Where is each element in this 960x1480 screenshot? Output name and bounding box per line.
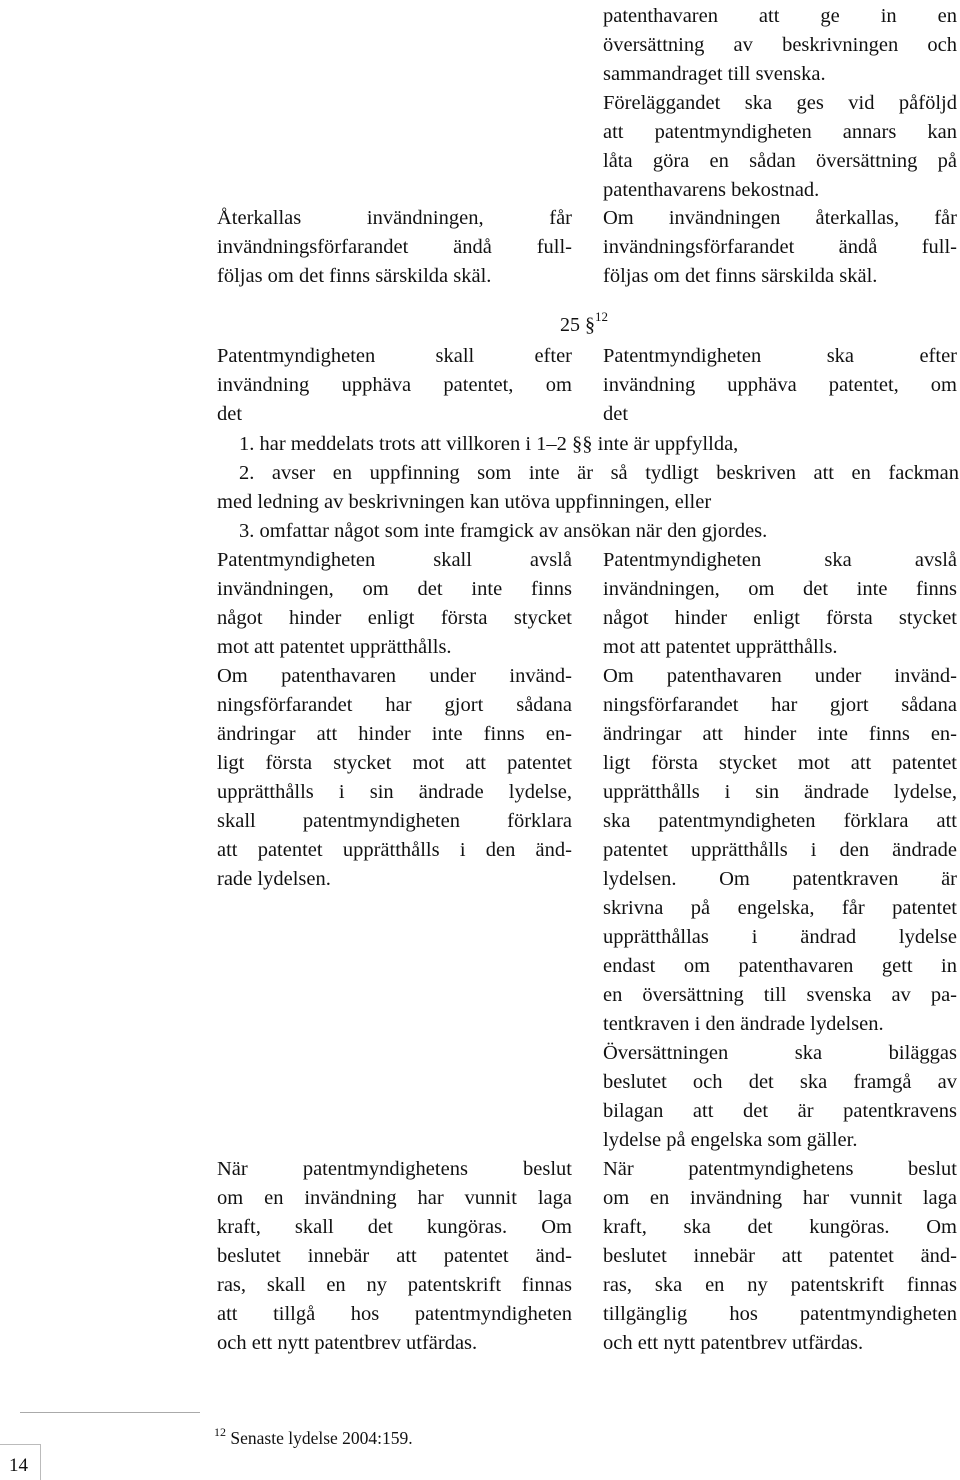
reject-paragraph-old-line: Patentmyndigheten skall avslå: [217, 549, 572, 571]
publish-paragraph-new: [603, 1155, 957, 1358]
amend-paragraph-new-line: bilagan att det är patentkravens: [603, 1100, 957, 1122]
amend-paragraph-new-line: en översättning till svenska av pa-: [603, 984, 957, 1006]
amend-paragraph-old-line: upprätthålls i sin ändrade lydelse,: [217, 781, 572, 803]
withdraw-paragraph-old: [217, 204, 572, 291]
publish-paragraph-old-line: beslutet innebär att patentet änd-: [217, 1245, 572, 1267]
withdraw-paragraph-old-line: invändningsförfarandet ändå full-: [217, 236, 572, 258]
amend-paragraph-new-line: Om patenthavaren under invänd-: [603, 665, 957, 687]
top-right-paragraph-line: Föreläggandet ska ges vid påföljd: [603, 92, 957, 114]
amend-paragraph-new-line: endast om patenthavaren gett in: [603, 955, 957, 977]
amend-paragraph-new-line: lydelsen. Om patentkraven är: [603, 868, 957, 890]
amend-paragraph-old-line: Om patenthavaren under invänd-: [217, 665, 572, 687]
amend-paragraph-new-line: ningsförfarandet har gjort sådana: [603, 694, 957, 716]
page-number-box: [0, 1444, 41, 1480]
condition-item-1: 1. har meddelats trots att villkoren i 1–2 §§ inte är uppfyllda,: [239, 433, 739, 455]
publish-paragraph-old: [217, 1155, 572, 1358]
publish-paragraph-new-line: beslutet innebär att patentet änd-: [603, 1245, 957, 1267]
publish-paragraph-old-line: kraft, skall det kungöras. Om: [217, 1216, 572, 1238]
top-right-paragraph-line: att patentmyndigheten annars kan: [603, 121, 957, 143]
amend-paragraph-new-line: upprätthålls i sin ändrade lydelse,: [603, 781, 957, 803]
reject-paragraph-old: [217, 546, 572, 662]
amend-paragraph-new-line: lydelse på engelska som gäller.: [603, 1129, 858, 1151]
top-right-paragraph-line: låta göra en sådan översättning på: [603, 150, 957, 172]
revoke-paragraph-old: [217, 342, 572, 429]
withdraw-paragraph-new-line: Om invändningen återkallas, får: [603, 207, 957, 229]
withdraw-paragraph-old-line: följas om det finns särskilda skäl.: [217, 265, 492, 287]
amend-paragraph-new-line: ändringar att hinder inte finns en-: [603, 723, 957, 745]
revoke-paragraph-old-line: Patentmyndigheten skall efter: [217, 345, 572, 367]
condition-item-3: 3. omfattar något som inte framgick av ansökan när den gjordes.: [239, 520, 768, 542]
top-right-paragraph-line: översättning av beskrivningen och: [603, 34, 957, 56]
footnote-ref: 12: [214, 1425, 226, 1439]
amend-paragraph-old-line: rade lydelsen.: [217, 868, 331, 890]
condition-item-2-cont: med ledning av beskrivningen kan utöva uppfinningen, eller: [217, 491, 712, 513]
section-heading: [560, 309, 608, 337]
withdraw-paragraph-old-line: Återkallas invändningen, får: [217, 207, 572, 229]
amend-paragraph-old-line: skall patentmyndigheten förklara: [217, 810, 572, 832]
amend-paragraph-new-line: ska patentmyndigheten förklara att: [603, 810, 957, 832]
revoke-paragraph-old-line: det: [217, 403, 243, 425]
publish-paragraph-old-line: att tillgå hos patentmyndigheten: [217, 1303, 572, 1325]
amend-paragraph-new: [603, 662, 957, 1155]
revoke-paragraph-new-line: det: [603, 403, 629, 425]
footnote-divider: [20, 1412, 200, 1413]
withdraw-paragraph-new: [603, 204, 957, 291]
top-right-paragraph: [603, 2, 957, 205]
revoke-paragraph-new: [603, 342, 957, 429]
top-right-paragraph-line: patenthavarens bekostnad.: [603, 179, 820, 201]
amend-paragraph-new-line: beslutet och det ska framgå av: [603, 1071, 957, 1093]
amend-paragraph-old-line: att patentet upprätthålls i den änd-: [217, 839, 572, 861]
publish-paragraph-old-line: och ett nytt patentbrev utfärdas.: [217, 1332, 478, 1354]
publish-paragraph-old-line: När patentmyndighetens beslut: [217, 1158, 572, 1180]
publish-paragraph-old-line: om en invändning har vunnit laga: [217, 1187, 572, 1209]
publish-paragraph-new-line: ras, ska en ny patentskrift finnas: [603, 1274, 957, 1296]
publish-paragraph-new-line: tillgänglig hos patentmyndigheten: [603, 1303, 957, 1325]
reject-paragraph-old-line: mot att patentet upprätthålls.: [217, 636, 452, 658]
amend-paragraph-new-line: tentkraven i den ändrade lydelsen.: [603, 1013, 884, 1035]
amend-paragraph-new-line: ligt första stycket mot att patentet: [603, 752, 957, 774]
withdraw-paragraph-new-line: invändningsförfarandet ändå full-: [603, 236, 957, 258]
publish-paragraph-old-line: ras, skall en ny patentskrift finnas: [217, 1274, 572, 1296]
withdraw-paragraph-new-line: följas om det finns särskilda skäl.: [603, 265, 878, 287]
revoke-paragraph-old-line: invändning upphäva patentet, om: [217, 374, 572, 396]
publish-paragraph-new-line: kraft, ska det kungöras. Om: [603, 1216, 957, 1238]
amend-paragraph-new-line: patentet upprätthålls i den ändrade: [603, 839, 957, 861]
page-number: 14: [9, 1455, 28, 1476]
amend-paragraph-new-line: Översättningen ska biläggas: [603, 1042, 957, 1064]
top-right-paragraph-line: patenthavaren att ge in en: [603, 5, 957, 27]
amend-paragraph-old: [217, 662, 572, 894]
reject-paragraph-new: [603, 546, 957, 662]
footnote-text: Senaste lydelse 2004:159.: [230, 1428, 413, 1448]
amend-paragraph-new-line: upprätthållas i ändrad lydelse: [603, 926, 957, 948]
publish-paragraph-new-line: När patentmyndighetens beslut: [603, 1158, 957, 1180]
footnote: [214, 1425, 413, 1449]
revoke-paragraph-new-line: Patentmyndigheten ska efter: [603, 345, 957, 367]
reject-paragraph-new-line: något hinder enligt första stycket: [603, 607, 957, 629]
amend-paragraph-old-line: ningsförfarandet har gjort sådana: [217, 694, 572, 716]
publish-paragraph-new-line: om en invändning har vunnit laga: [603, 1187, 957, 1209]
condition-item-2: 2. avser en uppfinning som inte är så tydligt beskriven att en fackman: [239, 462, 959, 484]
reject-paragraph-old-line: något hinder enligt första stycket: [217, 607, 572, 629]
publish-paragraph-new-line: och ett nytt patentbrev utfärdas.: [603, 1332, 864, 1354]
amend-paragraph-old-line: ändringar att hinder inte finns en-: [217, 723, 572, 745]
common-conditions-list: [217, 430, 959, 546]
amend-paragraph-new-line: skrivna på engelska, får patentet: [603, 897, 957, 919]
reject-paragraph-new-line: mot att patentet upprätthålls.: [603, 636, 838, 658]
revoke-paragraph-new-line: invändning upphäva patentet, om: [603, 374, 957, 396]
reject-paragraph-new-line: invändningen, om det inte finns: [603, 578, 957, 600]
amend-paragraph-old-line: ligt första stycket mot att patentet: [217, 752, 572, 774]
section-footnote-ref: 12: [595, 309, 608, 324]
reject-paragraph-old-line: invändningen, om det inte finns: [217, 578, 572, 600]
section-number: 25 §: [560, 314, 595, 336]
reject-paragraph-new-line: Patentmyndigheten ska avslå: [603, 549, 957, 571]
top-right-paragraph-line: sammandraget till svenska.: [603, 63, 826, 85]
